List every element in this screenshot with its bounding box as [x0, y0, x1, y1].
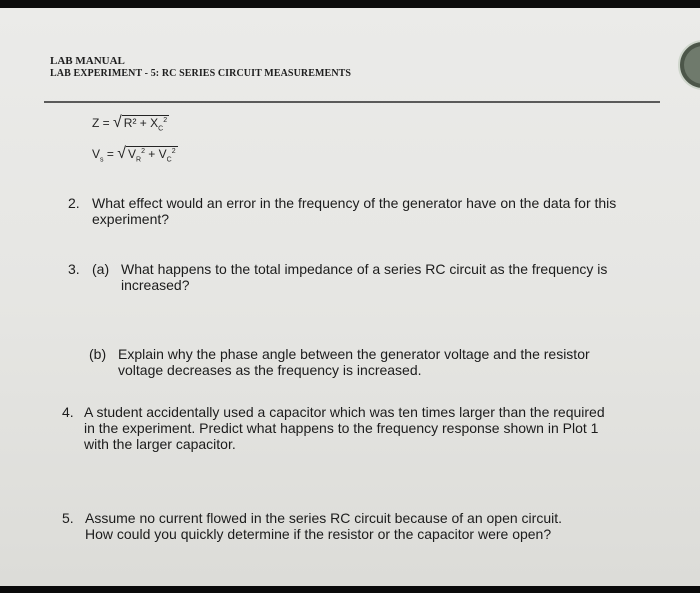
paper-sheet — [0, 8, 700, 586]
formula-lhs: $V_s$ = — [92, 147, 118, 164]
top-shadow — [0, 0, 700, 8]
sqrt-symbol: √ — [113, 114, 122, 131]
voltage-formula — [92, 145, 178, 163]
header-rule — [44, 101, 660, 103]
bottom-shadow — [0, 586, 700, 593]
formula-lhs: Z = — [92, 116, 114, 130]
sqrt-symbol: √ — [117, 145, 126, 162]
experiment-title: LAB EXPERIMENT - 5: RC SERIES CIRCUIT MEASUREMENTS — [50, 68, 352, 79]
impedance-formula — [92, 114, 169, 132]
manual-title: LAB MANUAL — [50, 55, 125, 67]
formula-radicand: $V_R^2 + V_C^2$ — [127, 147, 176, 164]
formula-radicand: $R^2 + X_C^2$ — [123, 116, 168, 133]
